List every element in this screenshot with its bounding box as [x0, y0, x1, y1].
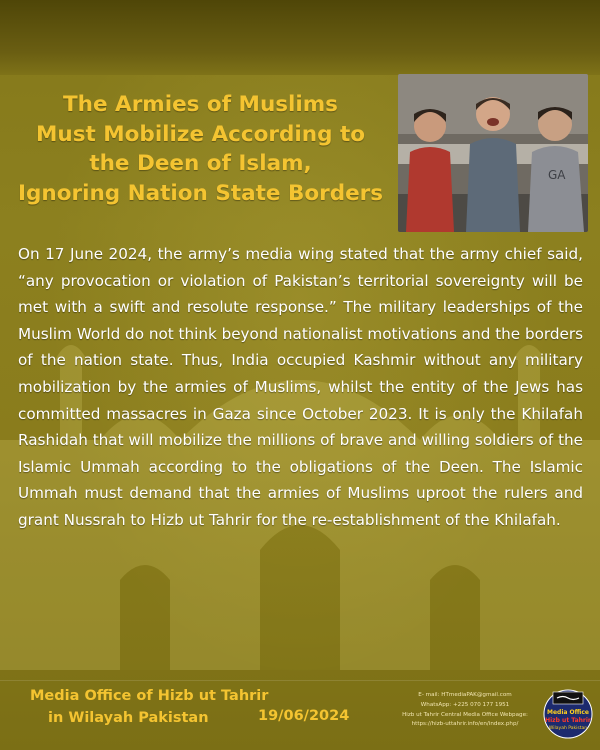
headline-line: the Deen of Islam,: [89, 151, 312, 176]
children-photo: [398, 74, 588, 232]
headline-line: The Armies of Muslims: [63, 92, 338, 117]
svg-text:Media Office: Media Office: [547, 709, 589, 716]
top-band: [0, 0, 600, 75]
contact-email: E- mail: HTmediaPAK@gmail.com: [418, 692, 512, 698]
media-office-logo: [543, 686, 593, 742]
article-body: On 17 June 2024, the army’s media wing stated that the army chief said, “any provocation or violation of Pakistan’s territorial sovereignty will be met with a swift and resolute response.” The military leaderships of the Muslim World do not think beyond nationalist motivations and the borders of the nation state. Thus, India occupied Kashmir without any military mobilization by the armies of Muslims, whilst the entity of the Jews has committed massacres in Gaza since October 2023. It is only the Khilafah Rashidah that will mobilize the millions of brave and willing soldiers of the Islamic Ummah according to the obligations of the Deen. The Islamic Ummah must demand that the armies of Muslims uproot the rulers and grant Nussrah to Hizb ut Tahrir for the re-establishment of the Khilafah.: [18, 245, 583, 529]
contact-webpage-label: Hizb ut Tahrir Central Media Office Webpage:: [402, 711, 528, 718]
media-office-name: Media Office of Hizb ut Tahrir: [30, 688, 269, 704]
contact-whatsapp: WhatsApp: +225 070 177 1951: [420, 701, 510, 708]
media-office-region: in Wilayah Pakistan: [48, 710, 209, 726]
contact-webpage-url: https://hizb-uttahrir.info/en/index.php/: [411, 721, 519, 728]
svg-text:Hizb ut Tahrir: Hizb ut Tahrir: [545, 717, 591, 724]
footer-divider: [0, 680, 600, 681]
headline-line: Ignoring Nation State Borders: [18, 180, 384, 206]
svg-text:GA: GA: [548, 168, 566, 182]
svg-text:Wilayah Pakistan: Wilayah Pakistan: [548, 726, 588, 731]
headline-line: Must Mobilize According to: [36, 121, 365, 147]
headline: [18, 90, 383, 208]
publication-date: 19/06/2024: [258, 708, 350, 724]
contact-info: [385, 691, 545, 730]
